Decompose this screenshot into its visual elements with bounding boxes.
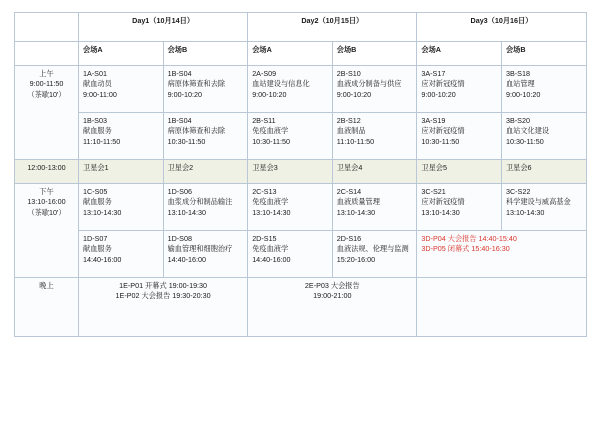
session-name: 免疫血液学 bbox=[252, 197, 289, 207]
session-name: 闭幕式 bbox=[447, 244, 470, 254]
session-cell-1b-s04-late bbox=[163, 113, 248, 160]
conference-schedule-table bbox=[14, 12, 587, 337]
session-cell-1a-s01 bbox=[79, 66, 164, 113]
session-time: 9:00-10:20 bbox=[505, 89, 541, 99]
session-name: 病原体筛查和去除 bbox=[167, 126, 226, 136]
day-header-2: Day2（10月15日） bbox=[248, 13, 417, 42]
session-time: 9:00-10:20 bbox=[336, 89, 372, 99]
evening-line-2 bbox=[83, 291, 243, 301]
session-code: 1B-S04 bbox=[167, 116, 192, 125]
session-code: 1C-S05 bbox=[83, 187, 108, 196]
session-name: 血液制品 bbox=[336, 126, 366, 136]
session-code: 2D-S16 bbox=[336, 234, 362, 243]
session-name: 血液成分制备与供应 bbox=[336, 79, 402, 89]
satellite-session-5: 卫星会5 bbox=[417, 160, 502, 184]
session-code: 2E-P03 bbox=[304, 281, 329, 290]
hall-header-day3-b: 会场B bbox=[501, 42, 586, 66]
hall-header-day3-a: 会场A bbox=[417, 42, 502, 66]
session-cell-3d-closing bbox=[417, 231, 586, 278]
session-name: 献血服务 bbox=[83, 126, 112, 136]
session-name: 大会报告 bbox=[141, 291, 171, 301]
time-line-2: 13:10-16:00 bbox=[27, 197, 66, 207]
time-line-1: 上午 bbox=[39, 69, 54, 78]
session-name: 血浆成分和制品输注 bbox=[167, 197, 233, 207]
day-header-3: Day3（10月16日） bbox=[417, 13, 586, 42]
table-header-halls bbox=[15, 42, 587, 66]
time-line-3: （茶歇10'） bbox=[27, 89, 66, 99]
session-name: 血站建设与信息化 bbox=[252, 79, 310, 89]
session-time: 14:40-15:40 bbox=[478, 234, 517, 243]
evening-line-2: 19:00-21:00 bbox=[313, 291, 352, 301]
session-time: 9:00-10:20 bbox=[167, 89, 202, 99]
satellite-session-3: 卫星会3 bbox=[248, 160, 333, 184]
session-cell-1b-s04-am bbox=[163, 66, 248, 113]
session-cell-1b-s03 bbox=[79, 113, 164, 160]
session-name: 大会报告 bbox=[447, 234, 477, 243]
session-code: 2A-S09 bbox=[252, 69, 277, 78]
session-code: 2B-S11 bbox=[252, 116, 276, 125]
session-code: 3A-S19 bbox=[421, 116, 446, 125]
evening-line-1 bbox=[83, 281, 243, 291]
session-code: 2D-S15 bbox=[252, 234, 277, 243]
session-code: 2B-S10 bbox=[336, 69, 361, 78]
session-time: 13:10-14:30 bbox=[167, 207, 206, 217]
session-time: 13:10-14:30 bbox=[505, 207, 545, 217]
session-line-2 bbox=[421, 244, 581, 254]
time-line-3: （茶歇10'） bbox=[27, 207, 66, 217]
session-code: 2B-S12 bbox=[336, 116, 361, 125]
satellite-session-1: 卫星会1 bbox=[79, 160, 164, 184]
session-time: 10:30-11:50 bbox=[421, 136, 460, 146]
session-code: 1B-S04 bbox=[167, 69, 192, 78]
session-cell-3a-s17 bbox=[417, 66, 502, 113]
session-cell-3b-s18 bbox=[501, 66, 586, 113]
table-header-days bbox=[15, 13, 587, 42]
corner-cell-2 bbox=[15, 42, 79, 66]
session-cell-2a-s09 bbox=[248, 66, 333, 113]
session-name: 血站文化建设 bbox=[505, 126, 550, 136]
evening-cell-day2 bbox=[248, 278, 417, 337]
session-name: 献血服务 bbox=[83, 244, 112, 254]
session-cell-1d-s07 bbox=[79, 231, 164, 278]
session-name: 病原体筛查和去除 bbox=[167, 79, 226, 89]
satellite-session-4: 卫星会4 bbox=[332, 160, 417, 184]
session-cell-3c-s22 bbox=[501, 184, 586, 231]
session-cell-2d-s16 bbox=[332, 231, 417, 278]
hall-header-day1-a: 会场A bbox=[79, 42, 164, 66]
session-time: 13:10-14:30 bbox=[421, 207, 460, 217]
session-code: 2C-S13 bbox=[252, 187, 277, 196]
session-name: 免疫血液学 bbox=[252, 244, 289, 254]
session-code: 3D-P05 bbox=[421, 244, 446, 254]
session-name: 应对新冠疫情 bbox=[421, 126, 465, 136]
session-cell-1c-s05 bbox=[79, 184, 164, 231]
evening-cell-day1 bbox=[79, 278, 248, 337]
session-time: 11:10-11:50 bbox=[336, 136, 375, 146]
table-row-afternoon-2 bbox=[15, 231, 587, 278]
table-row-evening bbox=[15, 278, 587, 337]
session-time: 11:10-11:50 bbox=[83, 136, 121, 146]
evening-cell-day3 bbox=[417, 278, 586, 337]
session-code: 3A-S17 bbox=[421, 69, 446, 78]
session-code: 1A-S01 bbox=[83, 69, 107, 78]
session-code: 1E-P01 bbox=[119, 281, 144, 290]
session-cell-2b-s12 bbox=[332, 113, 417, 160]
session-time: 14:40-16:00 bbox=[167, 254, 206, 264]
session-code: 3C-S21 bbox=[421, 187, 446, 196]
time-label-afternoon bbox=[15, 184, 79, 278]
session-time: 9:00-10:20 bbox=[252, 89, 287, 99]
session-time: 13:10-14:30 bbox=[83, 207, 122, 217]
session-cell-3b-s20 bbox=[501, 113, 586, 160]
hall-header-day1-b: 会场B bbox=[163, 42, 248, 66]
session-name: 应对新冠疫情 bbox=[421, 79, 465, 89]
session-time: 13:10-14:30 bbox=[336, 207, 376, 217]
session-code: 1E-P02 bbox=[115, 291, 140, 301]
session-time: 15:20-16:00 bbox=[336, 254, 376, 264]
time-label-satellite: 12:00-13:00 bbox=[15, 160, 79, 184]
day-header-1: Day1（10月14日） bbox=[79, 13, 248, 42]
session-cell-1d-s06 bbox=[163, 184, 248, 231]
session-name: 免疫血液学 bbox=[252, 126, 289, 136]
corner-cell bbox=[15, 13, 79, 42]
session-name: 大会报告 bbox=[330, 281, 360, 290]
time-line-1: 下午 bbox=[39, 187, 54, 196]
session-code: 3D-P04 bbox=[421, 234, 446, 243]
evening-line-1 bbox=[252, 281, 412, 291]
session-time: 19:00-19:30 bbox=[168, 281, 208, 290]
session-cell-2b-s10 bbox=[332, 66, 417, 113]
session-name: 科学建设与威高基金 bbox=[505, 197, 571, 207]
session-code: 3B-S20 bbox=[505, 116, 530, 125]
session-name: 血液法规、伦理与监测 bbox=[336, 244, 409, 254]
session-name: 应对新冠疫情 bbox=[421, 197, 465, 207]
session-time: 9:00-11:00 bbox=[83, 89, 117, 99]
session-code: 2C-S14 bbox=[336, 187, 362, 196]
hall-header-day2-a: 会场A bbox=[248, 42, 333, 66]
session-cell-2c-s14 bbox=[332, 184, 417, 231]
session-cell-1d-s08 bbox=[163, 231, 248, 278]
session-name: 血站管理 bbox=[505, 79, 535, 89]
session-cell-3a-s19 bbox=[417, 113, 502, 160]
session-time: 14:40-16:00 bbox=[252, 254, 291, 264]
session-code: 3B-S18 bbox=[505, 69, 530, 78]
session-cell-2d-s15 bbox=[248, 231, 333, 278]
table-row-satellite bbox=[15, 160, 587, 184]
session-time: 14:40-16:00 bbox=[83, 254, 122, 264]
time-label-morning bbox=[15, 66, 79, 160]
session-time: 10:30-11:50 bbox=[505, 136, 544, 146]
session-name: 献血动员 bbox=[83, 79, 112, 89]
session-time: 9:00-10:20 bbox=[421, 89, 456, 99]
session-cell-3c-s21 bbox=[417, 184, 502, 231]
session-name: 开幕式 bbox=[145, 281, 167, 290]
session-code: 3C-S22 bbox=[505, 187, 531, 196]
session-code: 1D-S08 bbox=[167, 234, 192, 243]
session-name: 献血服务 bbox=[83, 197, 112, 207]
session-name: 输血管理和细胞治疗 bbox=[167, 244, 233, 254]
session-code: 1D-S07 bbox=[83, 234, 108, 243]
session-time: 13:10-14:30 bbox=[252, 207, 291, 217]
session-time: 10:30-11:50 bbox=[167, 136, 206, 146]
hall-header-day2-b: 会场B bbox=[332, 42, 417, 66]
table-row-morning-2 bbox=[15, 113, 587, 160]
session-line-1 bbox=[421, 234, 581, 244]
session-cell-2b-s11 bbox=[248, 113, 333, 160]
satellite-session-2: 卫星会2 bbox=[163, 160, 248, 184]
table-row-morning-1 bbox=[15, 66, 587, 113]
session-name: 血液质量管理 bbox=[336, 197, 380, 207]
session-cell-2c-s13 bbox=[248, 184, 333, 231]
table-row-afternoon-1 bbox=[15, 184, 587, 231]
time-label-evening: 晚上 bbox=[15, 278, 79, 337]
session-time: 19:30-20:30 bbox=[172, 291, 211, 301]
session-code: 1B-S03 bbox=[83, 116, 107, 125]
time-line-2: 9:00-11:50 bbox=[29, 79, 64, 89]
satellite-session-6: 卫星会6 bbox=[501, 160, 586, 184]
session-code: 1D-S06 bbox=[167, 187, 192, 196]
session-time: 15:40-16:30 bbox=[471, 244, 510, 254]
session-time: 10:30-11:50 bbox=[252, 136, 291, 146]
